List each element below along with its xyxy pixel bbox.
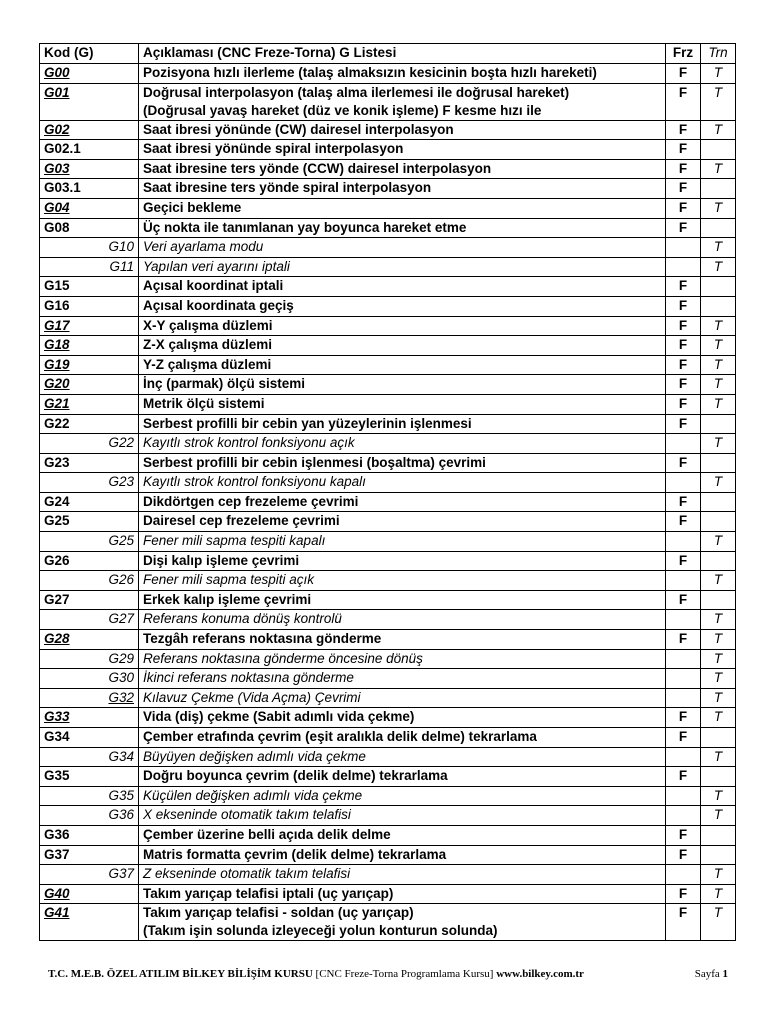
g-code-cell: G27 bbox=[40, 590, 139, 610]
table-row bbox=[40, 610, 736, 630]
frz-cell bbox=[666, 571, 701, 591]
frz-cell: F bbox=[666, 551, 701, 571]
description-line: Tezgâh referans noktasına gönderme bbox=[143, 631, 382, 647]
description-line: Referans konuma dönüş kontrolü bbox=[143, 611, 342, 627]
table-row bbox=[40, 336, 736, 356]
description-line: Fener mili sapma tespiti açık bbox=[143, 572, 315, 588]
description-line: X-Y çalışma düzlemi bbox=[143, 317, 273, 333]
trn-cell: T bbox=[701, 83, 736, 120]
frz-cell bbox=[666, 747, 701, 767]
description-cell bbox=[139, 688, 666, 708]
table-row bbox=[40, 159, 736, 179]
description-cell bbox=[139, 355, 666, 375]
g-code-cell: G34 bbox=[40, 747, 139, 767]
g-code-cell: G20 bbox=[40, 375, 139, 395]
g-code-cell: G32 bbox=[40, 688, 139, 708]
trn-cell: T bbox=[701, 806, 736, 826]
trn-cell bbox=[701, 825, 736, 845]
description-line: Doğru boyunca çevrim (delik delme) tekrarlama bbox=[143, 768, 448, 784]
table-row bbox=[40, 473, 736, 493]
g-code-cell: G36 bbox=[40, 825, 139, 845]
description-line: Pozisyona hızlı ilerleme (talaş almaksızın kesicinin boşta hızlı hareketi) bbox=[143, 65, 597, 80]
g-code-cell: G23 bbox=[40, 453, 139, 473]
g-code-cell: G34 bbox=[40, 728, 139, 748]
frz-cell: F bbox=[666, 728, 701, 748]
g-code-cell: G19 bbox=[40, 355, 139, 375]
trn-cell bbox=[701, 492, 736, 512]
trn-cell: T bbox=[701, 532, 736, 552]
table-row bbox=[40, 551, 736, 571]
trn-cell bbox=[701, 218, 736, 238]
description-line: Yapılan veri ayarını iptali bbox=[143, 258, 290, 274]
trn-cell bbox=[701, 512, 736, 532]
g-code-cell: G37 bbox=[40, 845, 139, 865]
trn-cell: T bbox=[701, 64, 736, 84]
description-cell bbox=[139, 884, 666, 904]
g-code-cell: G01 bbox=[40, 83, 139, 120]
g-code-cell: G18 bbox=[40, 336, 139, 356]
description-cell bbox=[139, 669, 666, 689]
g-code-cell: G28 bbox=[40, 630, 139, 650]
description-cell bbox=[139, 630, 666, 650]
trn-cell: T bbox=[701, 708, 736, 728]
g-code-cell: G22 bbox=[40, 414, 139, 434]
description-cell bbox=[139, 277, 666, 297]
description-line: Saat ibresine ters yönde spiral interpolasyon bbox=[143, 180, 432, 196]
g-code-cell: G35 bbox=[40, 786, 139, 806]
table-row bbox=[40, 316, 736, 336]
description-cell bbox=[139, 140, 666, 160]
trn-cell bbox=[701, 414, 736, 434]
g-code-cell: G15 bbox=[40, 277, 139, 297]
frz-cell bbox=[666, 806, 701, 826]
header-code: Kod (G) bbox=[40, 44, 139, 64]
description-cell bbox=[139, 375, 666, 395]
frz-cell bbox=[666, 257, 701, 277]
description-cell bbox=[139, 218, 666, 238]
footer-url: www.bilkey.com.tr bbox=[496, 968, 584, 980]
frz-cell: F bbox=[666, 767, 701, 787]
page-footer bbox=[48, 965, 728, 983]
trn-cell: T bbox=[701, 884, 736, 904]
description-cell bbox=[139, 512, 666, 532]
description-line: Dairesel cep frezeleme çevrimi bbox=[143, 513, 340, 529]
g-code-cell: G17 bbox=[40, 316, 139, 336]
description-cell bbox=[139, 904, 666, 941]
table-row bbox=[40, 198, 736, 218]
table-row bbox=[40, 512, 736, 532]
g-code-cell: G00 bbox=[40, 64, 139, 84]
table-row bbox=[40, 747, 736, 767]
table-row bbox=[40, 179, 736, 199]
table-header-row bbox=[40, 44, 736, 64]
description-cell bbox=[139, 825, 666, 845]
header-description: Açıklaması (CNC Freze-Torna) G Listesi bbox=[139, 44, 666, 64]
table-row bbox=[40, 277, 736, 297]
trn-cell: T bbox=[701, 610, 736, 630]
table-row bbox=[40, 120, 736, 140]
description-cell bbox=[139, 120, 666, 140]
frz-cell bbox=[666, 610, 701, 630]
description-line: Saat ibresi yönünde (CW) dairesel interpolasyon bbox=[143, 121, 454, 137]
trn-cell bbox=[701, 728, 736, 748]
frz-cell: F bbox=[666, 904, 701, 941]
footer-page-label: Sayfa bbox=[694, 968, 720, 980]
description-line: Referans noktasına gönderme öncesine dönüş bbox=[143, 650, 423, 666]
description-line: Açısal koordinat iptali bbox=[143, 278, 284, 294]
g-code-cell: G02 bbox=[40, 120, 139, 140]
description-cell bbox=[139, 728, 666, 748]
frz-cell: F bbox=[666, 884, 701, 904]
description-line: Y-Z çalışma düzlemi bbox=[143, 356, 272, 372]
description-cell bbox=[139, 767, 666, 787]
description-line: Kılavuz Çekme (Vida Açma) Çevrimi bbox=[143, 689, 361, 705]
trn-cell: T bbox=[701, 786, 736, 806]
description-line: Dikdörtgen cep frezeleme çevrimi bbox=[143, 493, 359, 509]
description-line: Takım yarıçap telafisi - soldan (uç yarıçap) bbox=[143, 905, 414, 921]
table-row bbox=[40, 394, 736, 414]
description-line: Erkek kalıp işleme çevrimi bbox=[143, 591, 312, 607]
description-cell bbox=[139, 453, 666, 473]
trn-cell: T bbox=[701, 238, 736, 258]
description-line: Serbest profilli bir cebin yan yüzeylerinin işlenmesi bbox=[143, 415, 472, 431]
table-row bbox=[40, 884, 736, 904]
g-code-cell: G03 bbox=[40, 159, 139, 179]
g-code-cell: G02.1 bbox=[40, 140, 139, 160]
g-code-cell: G03.1 bbox=[40, 179, 139, 199]
description-cell bbox=[139, 532, 666, 552]
g-code-cell: G26 bbox=[40, 551, 139, 571]
table-row bbox=[40, 806, 736, 826]
frz-cell: F bbox=[666, 708, 701, 728]
header-frz: Frz bbox=[666, 44, 701, 64]
g-code-cell: G10 bbox=[40, 238, 139, 258]
g-code-table bbox=[39, 43, 736, 941]
description-line: Çember etrafında çevrim (eşit aralıkla delik delme) tekrarlama bbox=[143, 729, 537, 744]
trn-cell: T bbox=[701, 159, 736, 179]
description-cell bbox=[139, 473, 666, 493]
g-code-cell: G36 bbox=[40, 806, 139, 826]
g-code-cell: G11 bbox=[40, 257, 139, 277]
description-line: Saat ibresine ters yönde (CCW) dairesel interpolasyon bbox=[143, 160, 492, 176]
table-row bbox=[40, 296, 736, 316]
trn-cell: T bbox=[701, 865, 736, 885]
table-row bbox=[40, 375, 736, 395]
frz-cell: F bbox=[666, 512, 701, 532]
table-row bbox=[40, 140, 736, 160]
frz-cell: F bbox=[666, 355, 701, 375]
trn-cell: T bbox=[701, 473, 736, 493]
table-row bbox=[40, 590, 736, 610]
description-line: Veri ayarlama modu bbox=[143, 239, 264, 255]
description-line: Doğrusal interpolasyon (talaş alma ilerlemesi ile doğrusal hareket) bbox=[143, 84, 570, 100]
description-cell bbox=[139, 257, 666, 277]
frz-cell bbox=[666, 688, 701, 708]
frz-cell bbox=[666, 865, 701, 885]
g-code-cell: G33 bbox=[40, 708, 139, 728]
description-cell bbox=[139, 394, 666, 414]
g-code-cell: G25 bbox=[40, 532, 139, 552]
frz-cell: F bbox=[666, 64, 701, 84]
frz-cell: F bbox=[666, 218, 701, 238]
frz-cell: F bbox=[666, 140, 701, 160]
table-row bbox=[40, 434, 736, 454]
trn-cell bbox=[701, 277, 736, 297]
description-line: Kayıtlı strok kontrol fonksiyonu kapalı bbox=[143, 474, 366, 490]
g-code-cell: G22 bbox=[40, 434, 139, 454]
footer-page-number: 1 bbox=[722, 968, 728, 980]
description-line: Serbest profilli bir cebin işlenmesi (boşaltma) çevrimi bbox=[143, 454, 486, 470]
table-row bbox=[40, 355, 736, 375]
description-line: İnç (parmak) ölçü sistemi bbox=[143, 376, 306, 392]
description-line: Fener mili sapma tespiti kapalı bbox=[143, 533, 326, 549]
description-cell bbox=[139, 434, 666, 454]
trn-cell: T bbox=[701, 688, 736, 708]
frz-cell: F bbox=[666, 414, 701, 434]
description-cell bbox=[139, 610, 666, 630]
table-row bbox=[40, 904, 736, 941]
table-row bbox=[40, 845, 736, 865]
g-code-cell: G21 bbox=[40, 394, 139, 414]
trn-cell bbox=[701, 453, 736, 473]
g-code-cell: G16 bbox=[40, 296, 139, 316]
g-code-cell: G35 bbox=[40, 767, 139, 787]
description-cell bbox=[139, 865, 666, 885]
trn-cell: T bbox=[701, 649, 736, 669]
frz-cell bbox=[666, 786, 701, 806]
g-code-cell: G08 bbox=[40, 218, 139, 238]
description-line: (Doğrusal yavaş hareket (düz ve konik işleme) F kesme hızı ile bbox=[143, 102, 542, 118]
description-line: Büyüyen değişken adımlı vida çekme bbox=[143, 748, 366, 764]
trn-cell: T bbox=[701, 904, 736, 941]
table-row bbox=[40, 414, 736, 434]
frz-cell: F bbox=[666, 394, 701, 414]
description-line: Küçülen değişken adımlı vida çekme bbox=[143, 787, 363, 803]
trn-cell: T bbox=[701, 120, 736, 140]
trn-cell bbox=[701, 551, 736, 571]
frz-cell: F bbox=[666, 179, 701, 199]
g-code-cell: G26 bbox=[40, 571, 139, 591]
g-code-cell: G41 bbox=[40, 904, 139, 941]
description-line: Saat ibresi yönünde spiral interpolasyon bbox=[143, 141, 404, 157]
frz-cell bbox=[666, 669, 701, 689]
description-line: İkinci referans noktasına gönderme bbox=[143, 670, 354, 686]
table-row bbox=[40, 786, 736, 806]
description-cell bbox=[139, 786, 666, 806]
trn-cell: T bbox=[701, 630, 736, 650]
description-cell bbox=[139, 747, 666, 767]
header-trn: Trn bbox=[701, 44, 736, 64]
g-code-cell: G30 bbox=[40, 669, 139, 689]
description-cell bbox=[139, 649, 666, 669]
table-row bbox=[40, 238, 736, 258]
g-code-cell: G04 bbox=[40, 198, 139, 218]
frz-cell: F bbox=[666, 336, 701, 356]
frz-cell: F bbox=[666, 630, 701, 650]
description-cell bbox=[139, 551, 666, 571]
trn-cell: T bbox=[701, 571, 736, 591]
description-line: Açısal koordinata geçiş bbox=[143, 297, 294, 313]
frz-cell: F bbox=[666, 277, 701, 297]
description-line: X ekseninde otomatik takım telafisi bbox=[143, 807, 351, 823]
table-row bbox=[40, 865, 736, 885]
description-cell bbox=[139, 708, 666, 728]
trn-cell bbox=[701, 140, 736, 160]
trn-cell bbox=[701, 179, 736, 199]
frz-cell: F bbox=[666, 492, 701, 512]
description-cell bbox=[139, 64, 666, 84]
description-line: Metrik ölçü sistemi bbox=[143, 395, 265, 411]
description-cell bbox=[139, 179, 666, 199]
table-row bbox=[40, 453, 736, 473]
description-cell bbox=[139, 590, 666, 610]
frz-cell: F bbox=[666, 198, 701, 218]
description-cell bbox=[139, 159, 666, 179]
trn-cell: T bbox=[701, 394, 736, 414]
g-code-cell: G25 bbox=[40, 512, 139, 532]
frz-cell: F bbox=[666, 296, 701, 316]
table-row bbox=[40, 83, 736, 120]
description-cell bbox=[139, 83, 666, 120]
trn-cell: T bbox=[701, 336, 736, 356]
footer-page bbox=[695, 965, 728, 983]
frz-cell bbox=[666, 649, 701, 669]
trn-cell: T bbox=[701, 434, 736, 454]
table-row bbox=[40, 767, 736, 787]
frz-cell: F bbox=[666, 590, 701, 610]
trn-cell: T bbox=[701, 316, 736, 336]
description-cell bbox=[139, 806, 666, 826]
table-row bbox=[40, 708, 736, 728]
trn-cell: T bbox=[701, 198, 736, 218]
frz-cell bbox=[666, 473, 701, 493]
table-body bbox=[40, 64, 736, 941]
description-line: Üç nokta ile tanımlanan yay boyunca hareket etme bbox=[143, 219, 467, 235]
trn-cell: T bbox=[701, 747, 736, 767]
frz-cell: F bbox=[666, 375, 701, 395]
frz-cell: F bbox=[666, 453, 701, 473]
table-row bbox=[40, 532, 736, 552]
description-cell bbox=[139, 198, 666, 218]
frz-cell: F bbox=[666, 316, 701, 336]
table-row bbox=[40, 64, 736, 84]
table-row bbox=[40, 688, 736, 708]
frz-cell: F bbox=[666, 120, 701, 140]
description-cell bbox=[139, 845, 666, 865]
table-row bbox=[40, 669, 736, 689]
g-code-cell: G24 bbox=[40, 492, 139, 512]
description-cell bbox=[139, 414, 666, 434]
footer-org: T.C. M.E.B. ÖZEL ATILIM BİLKEY BİLİŞİM KURSU bbox=[48, 968, 313, 980]
trn-cell bbox=[701, 296, 736, 316]
frz-cell bbox=[666, 434, 701, 454]
description-cell bbox=[139, 238, 666, 258]
description-line: Takım yarıçap telafisi iptali (uç yarıçap) bbox=[143, 885, 394, 901]
table-row bbox=[40, 218, 736, 238]
table-row bbox=[40, 630, 736, 650]
table-row bbox=[40, 728, 736, 748]
frz-cell bbox=[666, 238, 701, 258]
description-line: Z ekseninde otomatik takım telafisi bbox=[143, 866, 351, 882]
description-line: Kayıtlı strok kontrol fonksiyonu açık bbox=[143, 435, 355, 451]
trn-cell: T bbox=[701, 355, 736, 375]
g-code-cell: G40 bbox=[40, 884, 139, 904]
description-line: Matris formatta çevrim (delik delme) tekrarlama bbox=[143, 846, 447, 862]
description-cell bbox=[139, 296, 666, 316]
g-code-cell: G29 bbox=[40, 649, 139, 669]
description-line: Z-X çalışma düzlemi bbox=[143, 337, 273, 353]
trn-cell: T bbox=[701, 375, 736, 395]
description-line: Geçici bekleme bbox=[143, 199, 242, 215]
trn-cell: T bbox=[701, 669, 736, 689]
table-row bbox=[40, 649, 736, 669]
description-line: Vida (diş) çekme (Sabit adımlı vida çekme) bbox=[143, 709, 415, 725]
description-cell bbox=[139, 336, 666, 356]
description-cell bbox=[139, 316, 666, 336]
frz-cell: F bbox=[666, 825, 701, 845]
table-row bbox=[40, 257, 736, 277]
trn-cell: T bbox=[701, 257, 736, 277]
table-row bbox=[40, 571, 736, 591]
frz-cell: F bbox=[666, 159, 701, 179]
g-code-cell: G37 bbox=[40, 865, 139, 885]
frz-cell: F bbox=[666, 845, 701, 865]
description-cell bbox=[139, 571, 666, 591]
g-code-cell: G27 bbox=[40, 610, 139, 630]
trn-cell bbox=[701, 590, 736, 610]
frz-cell bbox=[666, 532, 701, 552]
trn-cell bbox=[701, 767, 736, 787]
description-line: (Takım işin solunda izleyeceği yolun konturun solunda) bbox=[143, 923, 498, 939]
description-line: Dişi kalıp işleme çevrimi bbox=[143, 552, 300, 568]
description-line: Çember üzerine belli açıda delik delme bbox=[143, 826, 391, 842]
g-code-cell: G23 bbox=[40, 473, 139, 493]
table-row bbox=[40, 825, 736, 845]
footer-course: [CNC Freze-Torna Programlama Kursu] bbox=[315, 968, 494, 980]
trn-cell bbox=[701, 845, 736, 865]
description-cell bbox=[139, 492, 666, 512]
frz-cell: F bbox=[666, 83, 701, 120]
table-row bbox=[40, 492, 736, 512]
